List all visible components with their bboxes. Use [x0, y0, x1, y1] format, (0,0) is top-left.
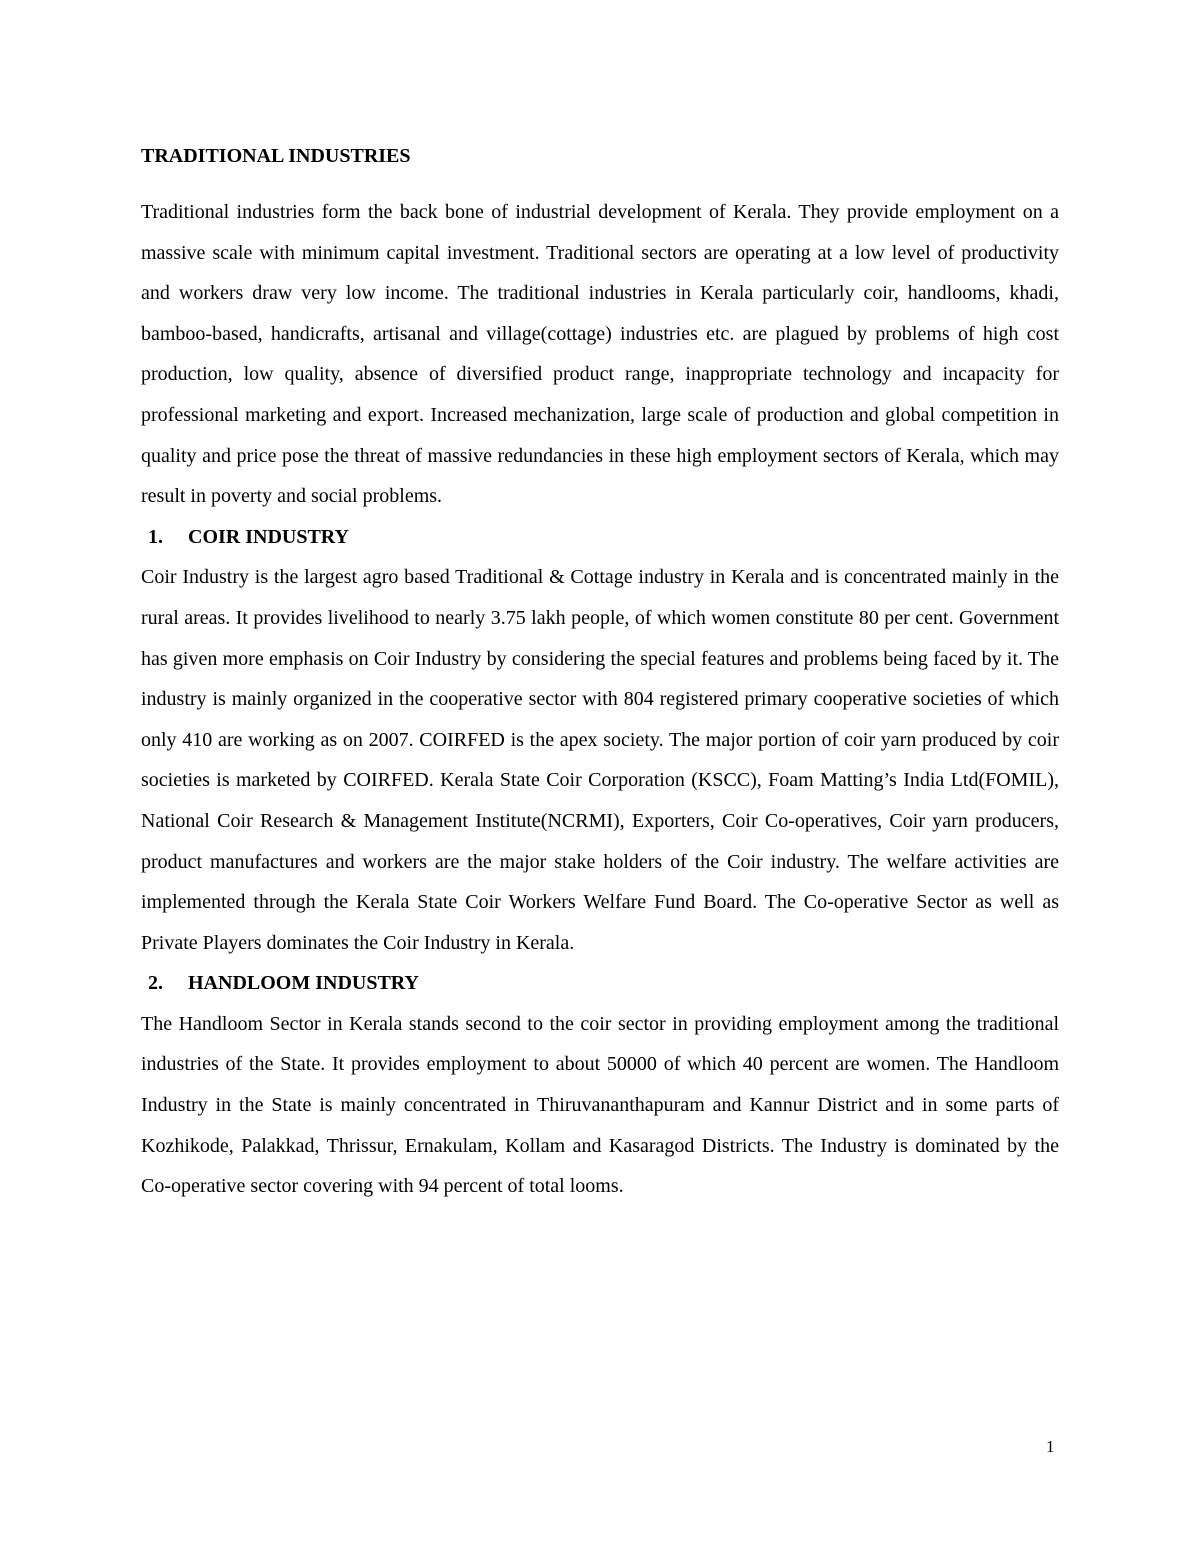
section-heading-coir: [141, 517, 1059, 558]
page-number: 1: [1046, 1437, 1055, 1456]
document-title: TRADITIONAL INDUSTRIES: [141, 145, 411, 167]
coir-paragraph: Coir Industry is the largest agro based Traditional & Cottage industry in Kerala and is concentrated mainly in the rural areas. It provides livelihood to nearly 3.75 lakh people, of which women constitute 80 per cent. Government has given more emphasis on Coir Industry by considering the special features and problems being faced by it. The industry is mainly organized in the cooperative sector with 804 registered primary cooperative societies of which only 410 are working as on 2007. COIRFED is the apex society. The major portion of coir yarn produced by coir societies is marketed by COIRFED. Kerala State Coir Corporation (KSCC), Foam Matting’s India Ltd(FOMIL), National Coir Research & Management Institute(NCRMI), Exporters, Coir Co-operatives, Coir yarn producers, product manufactures and workers are the major stake holders of the Coir industry. The welfare activities are implemented through the Kerala State Coir Workers Welfare Fund Board. The Co-operative Sector as well as Private Players dominates the Coir Industry in Kerala.: [141, 566, 1059, 954]
section-title: HANDLOOM INDUSTRY: [188, 972, 419, 995]
intro-paragraph: Traditional industries form the back bone of industrial development of Kerala. They provide employment on a massive scale with minimum capital investment. Traditional sectors are operating at a low level of productivity and workers draw very low income. The traditional industries in Kerala particularly coir, handlooms, khadi, bamboo-based, handicrafts, artisanal and village(cottage) industries etc. are plagued by problems of high cost production, low quality, absence of diversified product range, inappropriate technology and incapacity for professional marketing and export. Increased mechanization, large scale of production and global competition in quality and price pose the threat of massive redundancies in these high employment sectors of Kerala, which may result in poverty and social problems.: [141, 201, 1059, 508]
section-title: COIR INDUSTRY: [188, 525, 349, 548]
section-heading-handloom: [141, 963, 1059, 1004]
section-number: 2.: [148, 972, 163, 995]
section-number: 1.: [148, 525, 163, 548]
handloom-paragraph: The Handloom Sector in Kerala stands second to the coir sector in providing employment among the traditional industries of the State. It provides employment to about 50000 of which 40 percent are women. The Handloom Industry in the State is mainly concentrated in Thiruvananthapuram and Kannur District and in some parts of Kozhikode, Palakkad, Thrissur, Ernakulam, Kollam and Kasaragod Districts. The Industry is dominated by the Co-operative sector covering with 94 percent of total looms.: [141, 1012, 1059, 1198]
document-body: [141, 140, 1059, 1207]
